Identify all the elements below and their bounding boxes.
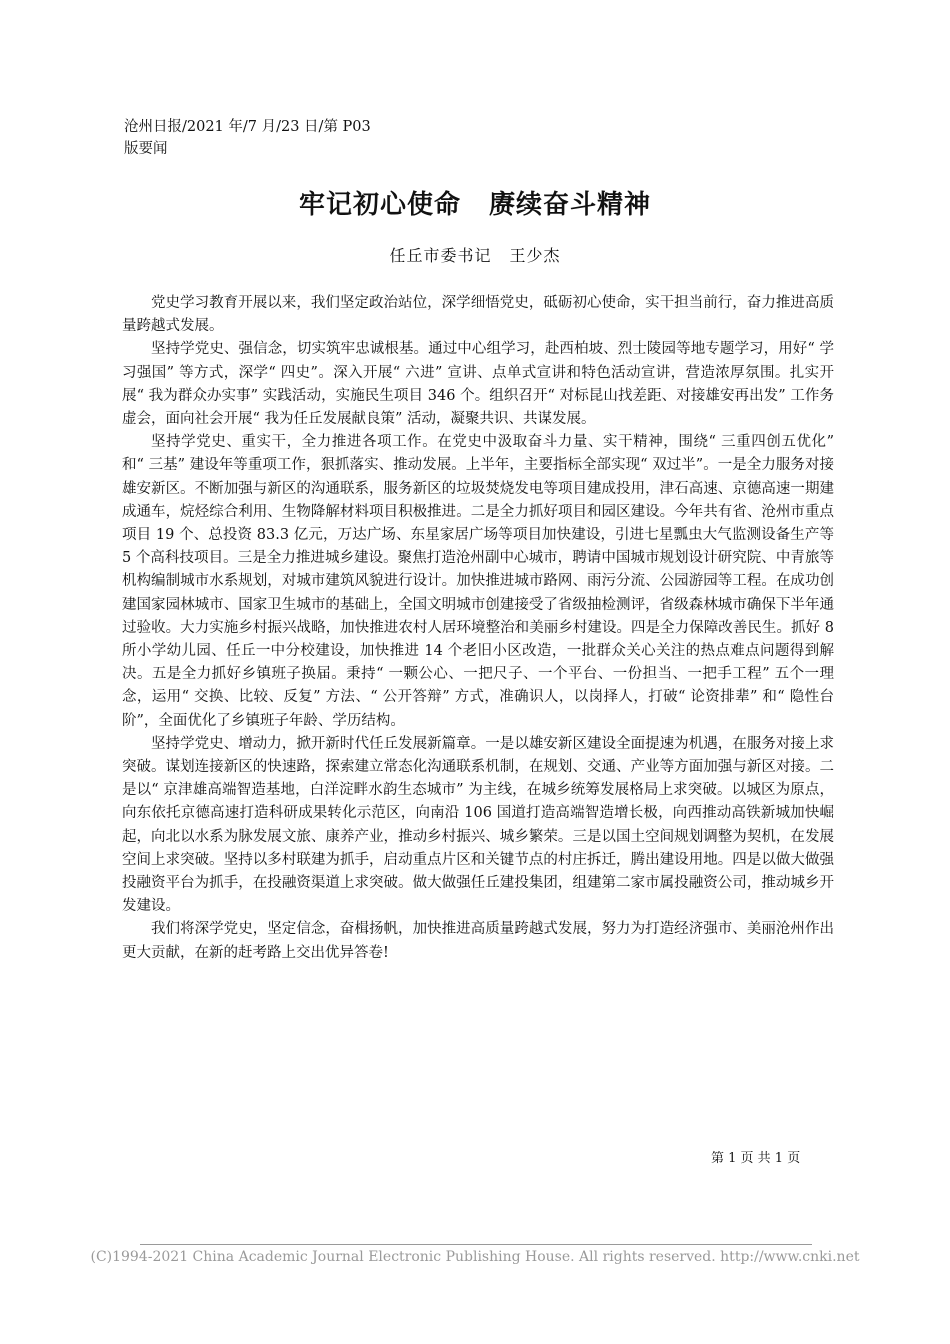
author-position: 任丘市委书记: [389, 246, 492, 265]
paragraph: 坚持学党史、重实干，全力推进各项工作。在党史中汲取奋斗力量、实干精神，围绕“ 三重四创五优化” 和“ 三基” 建设年等重项工作，狠抓落实、推动发展。上半年，主要指标全部实现“ 双过半”。一是全力服务对接雄安新区。不断加强与新区的沟通联系，服务新区的垃圾焚烧发电等项目建成投用，津石高速、京德高速一期建成通车，烷烃综合利用、生物降解材料项目积极推进。二是全力抓好项目和园区建设。今年共有省、沧州市重点项目 19 个、总投资 83.3 亿元，万达广场、东星家居广场等项目加快建设，引进七星瓢虫大气监测设备生产等 5 个高科技项目。三是全力推进城乡建设。聚焦打造沧州副中心城市，聘请中国城市规划设计研究院、中青旅等机构编制城市水系规划，对城市建筑风貌进行设计。加快推进城市路网、雨污分流、公园游园等工程。在成功创建国家园林城市、国家卫生城市的基础上，全国文明城市创建接受了省级抽检测评，省级森林城市确保下半年通过验收。大力实施乡村振兴战略，加快推进农村人居环境整治和美丽乡村建设。四是全力保障改善民生。抓好 8 所小学幼儿园、任丘一中分校建设，加快推进 14 个老旧小区改造，一批群众关心关注的热点难点问题得到解决。五是全力抓好乡镇班子换届。秉持“ 一颗公心、一把尺子、一个平台、一份担当、一把手工程” 五个一理念，运用“ 交换、比较、反复” 方法、“ 公开答辩” 方式，准确识人，以岗择人，打破“ 论资排辈” 和“ 隐性台阶”，全面优化了乡镇班子年龄、学历结构。: [122, 434, 834, 729]
source-line-2: 版要闻: [124, 141, 168, 157]
author-name: 王少杰: [509, 246, 561, 265]
copyright-footer: (C)1994-2021 China Academic Journal Electronic Publishing House. All rights reserved. http://www.cnki.net: [90, 1249, 860, 1265]
paragraph: 我们将深学党史，坚定信念，奋楫扬帆，加快推进高质量跨越式发展，努力为打造经济强市、美丽沧州作出更大贡献，在新的赶考路上交出优异答卷!: [122, 921, 834, 961]
source-line-1: 沧州日报/2021 年/7 月/23 日/第 P03: [124, 119, 371, 135]
article-body: [122, 292, 834, 965]
title-part-2: 赓续奋斗精神: [489, 190, 652, 220]
author-line: [0, 243, 950, 266]
paragraph: 坚持学党史、增动力，掀开新时代任丘发展新篇章。一是以雄安新区建设全面提速为机遇，在服务对接上求突破。谋划连接新区的快速路，探索建立常态化沟通联系机制，在规划、交通、产业等方面加强与新区对接。二是以“ 京津雄高端智造基地，白洋淀畔水韵生态城市” 为主线，在城乡统筹发展格局上求突破。以城区为原点，向东依托京德高速打造科研成果转化示范区，向南沿 106 国道打造高端智造增长极，向西推动高铁新城加快崛起，向北以水系为脉发展文旅、康养产业，推动乡村振兴、城乡繁荣。三是以国土空间规划调整为契机，在发展空间上求突破。坚持以多村联建为抓手，启动重点片区和关键节点的村庄拆迁，腾出建设用地。四是以做大做强投融资平台为抓手，在投融资渠道上求突破。做大做强任丘建投集团，组建第二家市属投融资公司，推动城乡开发建设。: [122, 735, 834, 915]
page-indicator: 第 1 页 共 1 页: [711, 1151, 801, 1166]
paragraph: 党史学习教育开展以来，我们坚定政治站位，深学细悟党史，砥砺初心使命，实干担当前行，奋力推进高质量跨越式发展。: [122, 295, 834, 335]
article-title: [0, 184, 950, 221]
source-info: [124, 116, 371, 160]
paragraph: 坚持学党史、强信念，切实筑牢忠诚根基。通过中心组学习，赴西柏坡、烈士陵园等地专题学习，用好“ 学习强国” 等方式，深学“ 四史”。深入开展“ 六进” 宣讲、点单式宣讲和特色活动宣讲，营造浓厚氛围。扎实开展“ 我为群众办实事” 实践活动，实施民生项目 346 个。组织召开“ 对标昆山找差距、对接雄安再出发” 工作务虚会，面向社会开展“ 我为任丘发展献良策” 活动，凝聚共识、共谋发展。: [122, 341, 834, 428]
title-part-1: 牢记初心使命: [298, 190, 461, 220]
footer-divider: [140, 1244, 812, 1245]
